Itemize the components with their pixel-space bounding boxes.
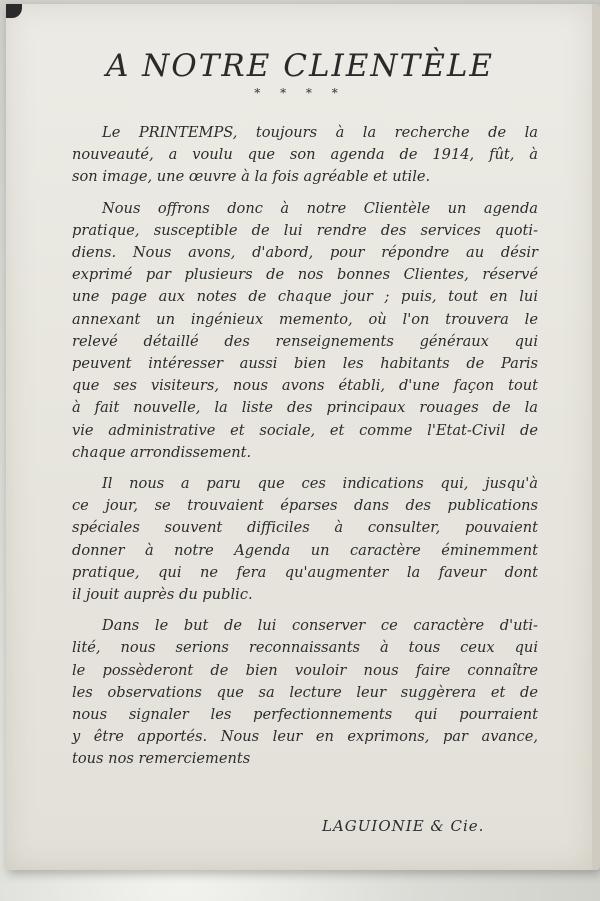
page-corner-shadow: [6, 4, 22, 18]
text-line: lité, nous serions reconnaissants à tous ceux qui: [72, 639, 538, 657]
letter-body: [72, 122, 538, 771]
paragraph-gap: [72, 606, 538, 615]
text-line: spéciales souvent difficiles à consulter, pouvaient: [72, 519, 538, 537]
text-line: donner à notre Agenda un caractère éminemment: [72, 541, 538, 559]
text-line: à fait nouvelle, la liste des principaux rouages de la: [72, 399, 538, 417]
text-line: Il nous a paru que ces indications qui, jusqu'à: [102, 475, 538, 493]
text-line: chaque arrondissement.: [72, 443, 252, 461]
page-title: A NOTRE CLIENTÈLE: [105, 48, 495, 84]
text-line: y être apportés. Nous leur en exprimons, par avance,: [72, 728, 538, 746]
ornament-stars: * * * *: [254, 86, 346, 100]
text-line: exprimé par plusieurs de nos bonnes Clientes, réservé: [72, 266, 538, 284]
text-line: nouveauté, a voulu que son agenda de 1914, fût, à: [72, 146, 538, 164]
text-line: tous nos remerciements: [72, 750, 251, 768]
text-line: nous signaler les perfectionnements qui pourraient: [72, 706, 538, 724]
text-line: ce jour, se trouvaient éparses dans des publications: [72, 497, 538, 515]
paragraph-3: [72, 473, 538, 606]
text-line: le possèderont de bien vouloir nous faire connaître: [72, 661, 538, 679]
text-line: Le PRINTEMPS, toujours à la recherche de la: [102, 124, 538, 141]
text-line: Nous offrons donc à notre Clientèle un agenda: [102, 199, 538, 217]
paragraph-2: [72, 198, 538, 464]
text-line: vie administrative et sociale, et comme l'Etat-Civil de: [72, 421, 538, 439]
text-line: une page aux notes de chaque jour ; puis, tout en lui: [72, 288, 538, 306]
text-line: les observations que sa lecture leur suggèrera et de: [72, 683, 538, 701]
text-line: Dans le but de lui conserver ce caractère d'uti-: [102, 617, 538, 635]
text-line: il jouit auprès du public.: [72, 586, 253, 604]
text-line: annexant un ingénieux memento, où l'on trouvera le: [72, 310, 538, 328]
text-line: pratique, susceptible de lui rendre des services quoti-: [72, 221, 538, 239]
paragraph-gap: [72, 189, 538, 198]
text-line: peuvent intéresser aussi bien les habitants de Paris: [72, 355, 538, 373]
text-line: diens. Nous avons, d'abord, pour répondre au désir: [72, 244, 538, 262]
text-line: que ses visiteurs, nous avons établi, d'une façon tout: [72, 377, 538, 395]
text-line: pratique, qui ne fera qu'augmenter la faveur dont: [72, 563, 538, 581]
paragraph-4: [72, 615, 538, 770]
text-line: son image, une œuvre à la fois agréable et utile.: [72, 168, 431, 186]
text-line: relevé détaillé des renseignements généraux qui: [72, 332, 538, 350]
paragraph-gap: [72, 464, 538, 473]
paragraph-1: [72, 122, 538, 189]
signature: LAGUIONIE & Cie.: [322, 817, 485, 835]
